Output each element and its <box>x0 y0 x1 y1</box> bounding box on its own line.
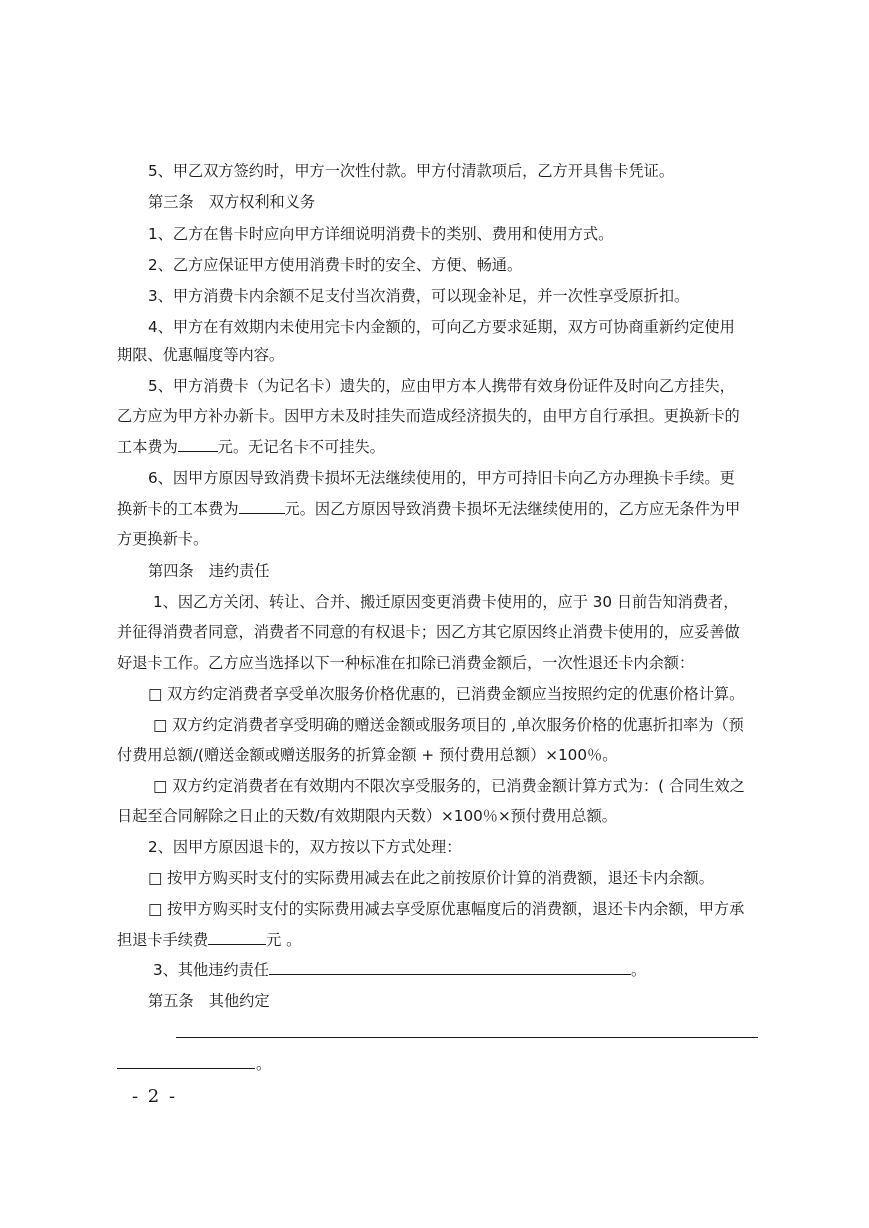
paragraph-line: 5、甲乙双方签约时，甲方一次性付款。甲方付清款项后，乙方开具售卡凭证。 <box>148 162 675 180</box>
paragraph-line: 1、因乙方关闭、转让、合并、搬迁原因变更消费卡使用的，应于 30 日前告知消费者， <box>153 593 739 611</box>
paragraph-line: 6、因甲方原因导致消费卡损坏无法继续使用的，甲方可持旧卡向乙方办理换卡手续。更 <box>148 469 735 487</box>
text-segment: 工本费为 <box>117 438 178 456</box>
text-segment: 担退卡手续费 <box>117 931 209 949</box>
section-heading: 第三条 双方权利和义务 <box>148 193 316 211</box>
paragraph-line: 好退卡工作。乙方应当选择以下一种标准在扣除已消费金额后，一次性退还卡内余额： <box>117 654 695 672</box>
paragraph-line: 方更换新卡。 <box>117 530 209 548</box>
fill-in-blank <box>208 930 266 945</box>
text-segment: 元 。 <box>266 931 302 949</box>
paragraph-line: 4、甲方在有效期内未使用完卡内金额的，可向乙方要求延期，双方可协商重新约定使用 <box>148 318 735 336</box>
paragraph-line <box>117 929 301 951</box>
section-heading: 第四条 违约责任 <box>148 562 270 580</box>
paragraph-line: 5、甲方消费卡（为记名卡）遗失的，应由甲方本人携带有效身份证件及时向乙方挂失， <box>148 377 735 395</box>
checkbox-option: □ 按甲方购买时支付的实际费用减去享受原优惠幅度后的消费额，退还卡内余额，甲方承 <box>148 900 745 918</box>
paragraph-line <box>153 959 646 981</box>
paragraph-line: 付费用总额/(赠送金额或赠送服务的折算金额 + 预付费用总额）×100％。 <box>117 746 618 764</box>
fill-in-blank <box>239 499 285 514</box>
checkbox-option: □ 双方约定消费者在有效期内不限次享受服务的，已消费金额计算方式为：( 合同生效之 <box>153 777 745 795</box>
paragraph-line: 。 <box>256 1055 272 1073</box>
paragraph-line <box>117 498 740 520</box>
text-segment: 元。无记名卡不可挂失。 <box>217 438 385 456</box>
text-segment: 元。因乙方原因导致消费卡损坏无法继续使用的，乙方应无条件为甲 <box>284 500 741 518</box>
text-segment: 3、其他违约责任 <box>153 961 269 979</box>
text-segment: 。 <box>630 961 647 979</box>
fill-in-line <box>117 1068 255 1069</box>
paragraph-line: 2、因甲方原因退卡的，双方按以下方式处理： <box>148 838 462 856</box>
text-segment: 换新卡的工本费为 <box>117 500 239 518</box>
fill-in-line <box>176 1037 758 1038</box>
paragraph-line <box>117 436 385 458</box>
checkbox-option: □ 双方约定消费者享受明确的赠送金额或服务项目的 ,单次服务价格的优惠折扣率为（预 <box>153 716 744 734</box>
paragraph-line: 并征得消费者同意，消费者不同意的有权退卡；因乙方其它原因终止消费卡使用的，应妥善做 <box>117 623 740 641</box>
checkbox-option: □ 按甲方购买时支付的实际费用减去在此之前按原价计算的消费额，退还卡内余额。 <box>148 869 714 887</box>
paragraph-line: 1、乙方在售卡时应向甲方详细说明消费卡的类别、费用和使用方式。 <box>148 225 614 243</box>
fill-in-blank <box>178 437 218 452</box>
paragraph-line: 日起至合同解除之日止的天数/有效期限内天数）×100％×预付费用总额。 <box>117 807 617 825</box>
fill-in-blank <box>269 960 631 975</box>
checkbox-option: □ 双方约定消费者享受单次服务价格优惠的，已消费金额应当按照约定的优惠价格计算。 <box>148 685 745 703</box>
paragraph-line: 乙方应为甲方补办新卡。因甲方未及时挂失而造成经济损失的，由甲方自行承担。更换新卡的 <box>117 407 740 425</box>
paragraph-line: 期限、优惠幅度等内容。 <box>117 346 285 364</box>
paragraph-line: 3、甲方消费卡内余额不足支付当次消费，可以现金补足，并一次性享受原折扣。 <box>148 287 690 305</box>
page-number: - 2 - <box>132 1086 178 1107</box>
section-heading: 第五条 其他约定 <box>148 992 270 1010</box>
paragraph-line: 2、乙方应保证甲方使用消费卡时的安全、方便、畅通。 <box>148 256 523 274</box>
